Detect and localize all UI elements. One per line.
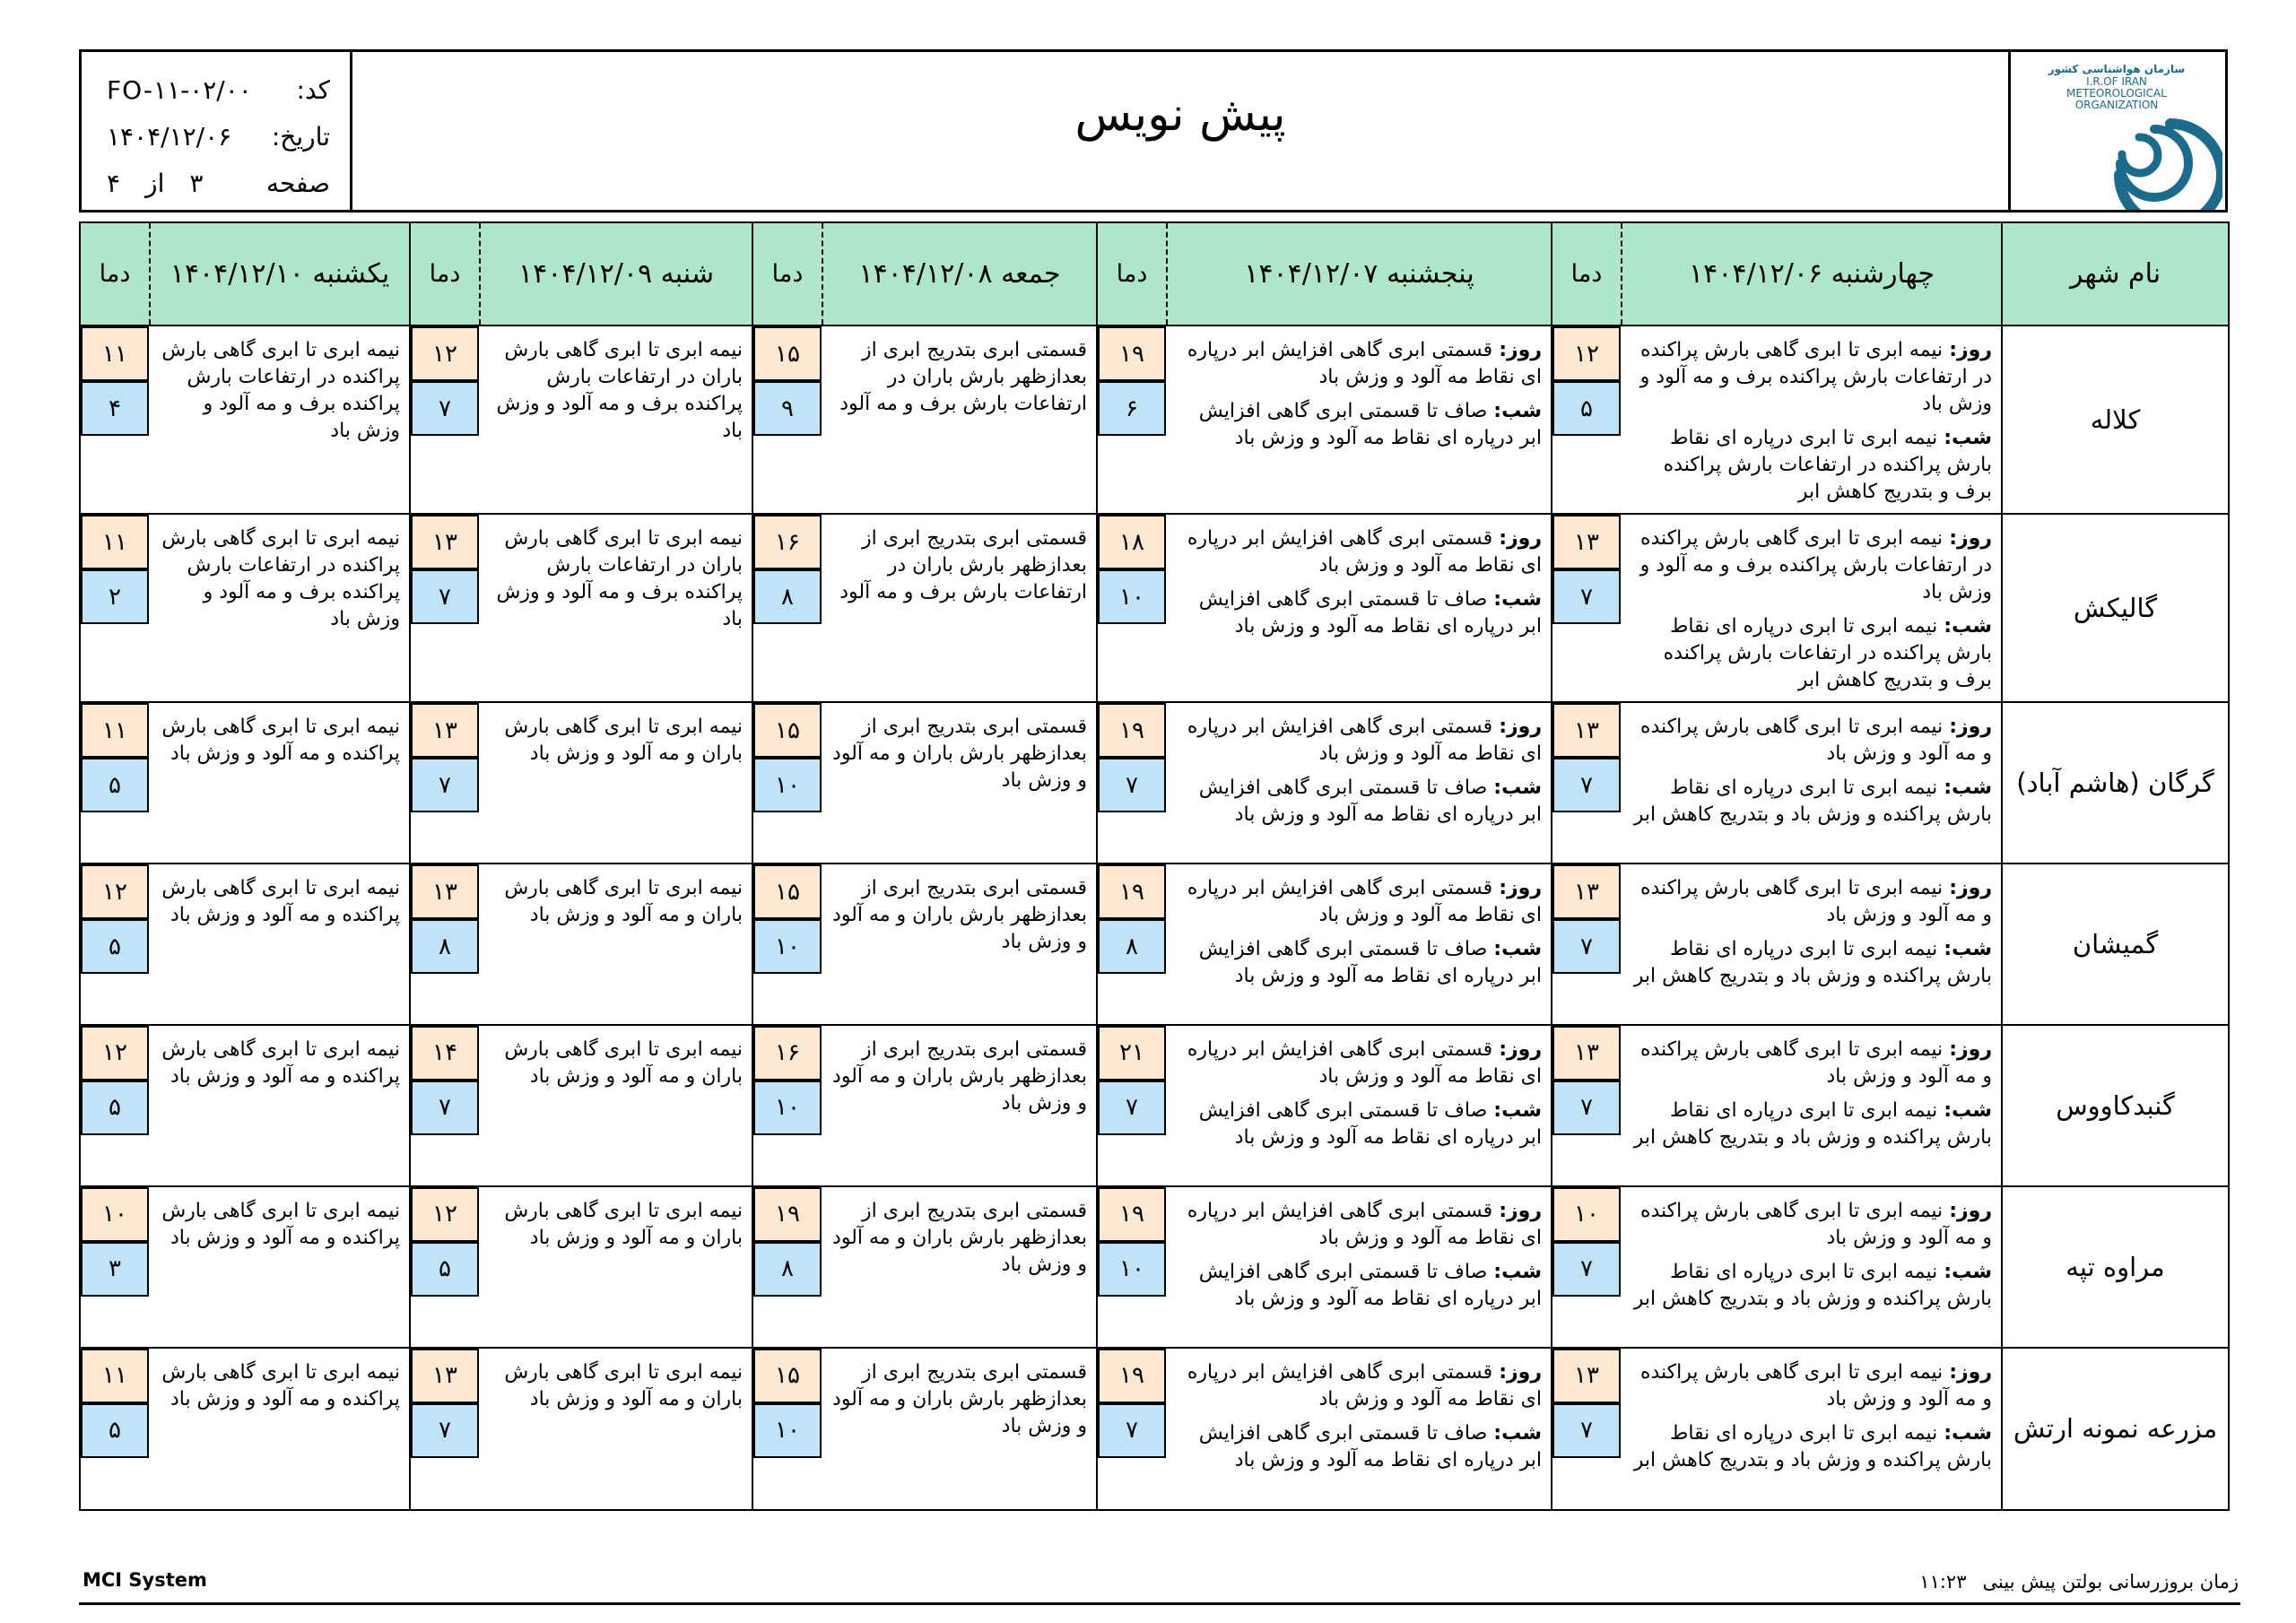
forecast-cell <box>822 702 1097 864</box>
forecast-cell <box>480 1348 752 1510</box>
min-temperature: ۷ <box>411 381 479 436</box>
temperature-cell <box>410 1025 480 1186</box>
min-temperature: ۵ <box>1552 381 1621 436</box>
min-temperature: ۱۰ <box>1098 1242 1166 1297</box>
page-title: پیش نویس <box>1074 88 1286 142</box>
temperature-cell <box>410 325 480 514</box>
max-temperature: ۱۲ <box>81 1026 149 1081</box>
night-forecast <box>1174 1420 1542 1474</box>
night-forecast <box>1629 425 1992 506</box>
night-forecast-label: شب: <box>1493 1098 1542 1122</box>
day-forecast <box>1174 1198 1542 1252</box>
city-name: گرگان (هاشم آباد) <box>2002 702 2229 864</box>
date-row <box>107 113 330 160</box>
max-temperature: ۱۱ <box>81 1349 149 1403</box>
temp-column-header: دما <box>752 222 822 325</box>
forecast-cell <box>1622 1348 2002 1510</box>
temperature-cell <box>80 325 150 514</box>
temperature-cell <box>752 864 822 1024</box>
max-temperature: ۱۶ <box>753 1026 822 1081</box>
day-forecast-text: نیمه ابری تا ابری گاهی بارش پراکنده و مه آلود و وزش باد <box>1639 716 1992 766</box>
day-forecast <box>1174 875 1542 929</box>
day-forecast-text: قسمتی ابری گاهی افزایش ابر درپاره ای نقاط مه آلود و وزش باد <box>1187 339 1542 388</box>
forecast-cell <box>1167 514 1552 702</box>
day-forecast <box>1629 1037 1992 1090</box>
day-column-header: جمعه ۱۴۰۴/۱۲/۰۸ <box>822 222 1097 325</box>
night-forecast-label: شب: <box>1944 938 1992 961</box>
temperature-cell <box>752 702 822 864</box>
max-temperature: ۱۱ <box>81 703 149 758</box>
temperature-cell <box>1097 864 1167 1024</box>
min-temperature: ۵ <box>81 1081 149 1135</box>
temperature-cell <box>752 1025 822 1186</box>
max-temperature: ۱۹ <box>753 1187 822 1242</box>
forecast-text: نیمه ابری تا ابری گاهی بارش پراکنده و مه آلود و وزش باد <box>161 1199 400 1249</box>
min-temperature: ۵ <box>81 1403 149 1458</box>
city-name: مراوه تپه <box>2002 1186 2229 1348</box>
night-forecast-label: شب: <box>1493 777 1542 800</box>
night-forecast <box>1629 1420 1992 1474</box>
forecast-text: نیمه ابری تا ابری گاهی بارش باران در ارتفاعات بارش پراکنده برف و مه آلود و وزش باد <box>496 527 743 631</box>
forecast-cell <box>150 1348 410 1510</box>
min-temperature: ۷ <box>1552 919 1621 974</box>
page-total: ۴ <box>107 168 121 198</box>
night-forecast-text: صاف تا قسمتی ابری گاهی افزایش ابر درپاره ای نقاط مه آلود و وزش باد <box>1198 588 1542 638</box>
min-temperature: ۷ <box>411 569 479 624</box>
day-forecast-text: قسمتی ابری گاهی افزایش ابر درپاره ای نقاط مه آلود و وزش باد <box>1187 716 1542 766</box>
logo-text-en3: ORGANIZATION <box>2074 99 2159 111</box>
temperature-cell <box>1097 702 1167 864</box>
forecast-cell <box>1167 864 1552 1024</box>
table-row <box>80 864 2229 1024</box>
temperature-cell <box>1552 1348 1622 1510</box>
min-temperature: ۷ <box>1098 1081 1166 1135</box>
forecast-cell <box>150 864 410 1024</box>
min-temperature: ۸ <box>411 919 479 974</box>
table-row <box>80 702 2229 864</box>
forecast-text: نیمه ابری تا ابری گاهی بارش باران و مه آلود و وزش باد <box>504 1199 743 1249</box>
night-forecast <box>1629 613 1992 694</box>
max-temperature: ۱۲ <box>411 1187 479 1242</box>
forecast-cell <box>1622 1025 2002 1186</box>
temperature-cell <box>1097 1348 1167 1510</box>
forecast-cell <box>1167 1348 1552 1510</box>
night-forecast <box>1174 586 1542 640</box>
forecast-text: قسمتی ابری بتدریج ابری از بعدازظهر بارش باران در ارتفاعات بارش برف و مه آلود <box>839 527 1087 604</box>
night-forecast-label: شب: <box>1944 1260 1992 1283</box>
min-temperature: ۷ <box>1552 1081 1621 1135</box>
max-temperature: ۱۳ <box>1552 515 1621 569</box>
temperature-cell <box>410 514 480 702</box>
max-temperature: ۱۳ <box>1552 703 1621 758</box>
min-temperature: ۸ <box>753 1242 822 1297</box>
forecast-cell <box>150 325 410 514</box>
night-forecast-label: شب: <box>1493 400 1542 422</box>
day-forecast <box>1174 1037 1542 1090</box>
day-forecast-text: نیمه ابری تا ابری گاهی بارش پراکنده و مه آلود و وزش باد <box>1639 1037 1992 1088</box>
temperature-cell <box>80 702 150 864</box>
page-row <box>107 160 330 206</box>
night-forecast-label: شب: <box>1944 427 1992 449</box>
night-forecast-label: شب: <box>1944 1421 1992 1445</box>
forecast-text: نیمه ابری تا ابری گاهی بارش پراکنده در ارتفاعات بارش پراکنده برف و مه آلود و وزش باد <box>161 527 400 631</box>
night-forecast <box>1174 1098 1542 1151</box>
max-temperature: ۱۵ <box>753 1349 822 1403</box>
night-forecast <box>1629 775 1992 829</box>
night-forecast-text: صاف تا قسمتی ابری گاهی افزایش ابر درپاره ای نقاط مه آلود و وزش باد <box>1198 938 1542 988</box>
day-column-header: یکشنبه ۱۴۰۴/۱۲/۱۰ <box>150 222 410 325</box>
forecast-text: نیمه ابری تا ابری گاهی بارش پراکنده و مه آلود و وزش باد <box>161 716 400 766</box>
forecast-cell <box>150 702 410 864</box>
night-forecast-text: صاف تا قسمتی ابری گاهی افزایش ابر درپاره ای نقاط مه آلود و وزش باد <box>1198 1421 1542 1471</box>
forecast-table <box>79 221 2230 1511</box>
temperature-cell <box>410 1348 480 1510</box>
forecast-cell <box>1167 1186 1552 1348</box>
day-forecast-text: قسمتی ابری گاهی افزایش ابر درپاره ای نقاط مه آلود و وزش باد <box>1187 877 1542 927</box>
night-forecast-label: شب: <box>1493 1421 1542 1445</box>
code-row <box>107 66 330 113</box>
temp-column-header: دما <box>410 222 480 325</box>
day-forecast-label: روز: <box>1949 1199 1992 1222</box>
forecast-cell <box>480 325 752 514</box>
day-forecast-label: روز: <box>1949 1037 1992 1061</box>
day-forecast-text: نیمه ابری تا ابری گاهی بارش پراکنده در ارتفاعات بارش پراکنده برف و مه آلود و وزش باد <box>1639 339 1992 415</box>
temperature-cell <box>1552 702 1622 864</box>
night-forecast <box>1174 1259 1542 1313</box>
forecast-cell <box>150 514 410 702</box>
max-temperature: ۱۰ <box>1552 1187 1621 1242</box>
forecast-cell <box>480 702 752 864</box>
forecast-cell <box>480 864 752 1024</box>
night-forecast-text: نیمه ابری تا ابری درپاره ای نقاط بارش پراکنده و وزش باد و بتدریج کاهش ابر <box>1633 1421 1992 1471</box>
max-temperature: ۱۹ <box>1098 864 1166 919</box>
day-forecast-label: روز: <box>1499 339 1542 361</box>
min-temperature: ۳ <box>81 1242 149 1297</box>
max-temperature: ۱۳ <box>411 703 479 758</box>
night-forecast-text: نیمه ابری تا ابری درپاره ای نقاط بارش پراکنده و وزش باد و بتدریج کاهش ابر <box>1633 1260 1992 1310</box>
day-forecast <box>1629 525 1992 606</box>
night-forecast <box>1629 1098 1992 1151</box>
forecast-text: نیمه ابری تا ابری گاهی بارش پراکنده و مه آلود و وزش باد <box>161 1360 400 1410</box>
night-forecast <box>1174 775 1542 829</box>
min-temperature: ۷ <box>1098 758 1166 812</box>
city-name: گنبدکاووس <box>2002 1025 2229 1186</box>
min-temperature: ۷ <box>411 1081 479 1135</box>
update-label: زمان بروزرسانی بولتن پیش بینی <box>1982 1571 2239 1593</box>
max-temperature: ۱۶ <box>753 515 822 569</box>
temperature-cell <box>80 514 150 702</box>
max-temperature: ۱۰ <box>81 1187 149 1242</box>
night-forecast <box>1629 1259 1992 1313</box>
min-temperature: ۷ <box>411 1403 479 1458</box>
logo <box>2008 52 2225 210</box>
min-temperature: ۵ <box>81 758 149 812</box>
night-forecast-text: نیمه ابری تا ابری درپاره ای نقاط بارش پراکنده در ارتفاعات بارش پراکنده برف و بتدریج کاهش ابر <box>1663 615 1992 692</box>
forecast-text: نیمه ابری تا ابری گاهی بارش پراکنده و مه آلود و وزش باد <box>161 877 400 927</box>
temperature-cell <box>752 1348 822 1510</box>
forecast-cell <box>1167 1025 1552 1186</box>
forecast-cell <box>480 1025 752 1186</box>
max-temperature: ۱۸ <box>1098 515 1166 569</box>
temperature-cell <box>1552 1025 1622 1186</box>
forecast-cell <box>822 514 1097 702</box>
min-temperature: ۱۰ <box>753 758 822 812</box>
day-column-header: چهارشنبه ۱۴۰۴/۱۲/۰۶ <box>1622 222 2002 325</box>
table-row <box>80 514 2229 702</box>
max-temperature: ۱۱ <box>81 326 149 381</box>
night-forecast-label: شب: <box>1493 588 1542 612</box>
day-forecast-label: روز: <box>1499 1360 1542 1384</box>
day-forecast <box>1174 337 1542 391</box>
min-temperature: ۷ <box>1552 569 1621 624</box>
day-forecast <box>1629 1198 1992 1252</box>
temperature-cell <box>752 1186 822 1348</box>
forecast-text: قسمتی ابری بتدریج ابری از بعدازظهر بارش باران و مه آلود و وزش باد <box>832 877 1087 954</box>
night-forecast-text: صاف تا قسمتی ابری گاهی افزایش ابر درپاره ای نقاط مه آلود و وزش باد <box>1198 777 1542 827</box>
min-temperature: ۶ <box>1098 381 1166 436</box>
day-column-header: پنجشنبه ۱۴۰۴/۱۲/۰۷ <box>1167 222 1552 325</box>
temperature-cell <box>80 864 150 1024</box>
min-temperature: ۱۰ <box>1098 569 1166 624</box>
night-forecast-label: شب: <box>1944 777 1992 800</box>
max-temperature: ۱۵ <box>753 326 822 381</box>
night-forecast <box>1174 398 1542 452</box>
day-forecast-label: روز: <box>1499 1037 1542 1061</box>
day-forecast-label: روز: <box>1499 527 1542 551</box>
table-row <box>80 1186 2229 1348</box>
forecast-cell <box>1622 514 2002 702</box>
page-numbers <box>107 169 203 198</box>
forecast-cell <box>480 514 752 702</box>
max-temperature: ۱۲ <box>411 326 479 381</box>
forecast-cell <box>822 1025 1097 1186</box>
forecast-text: نیمه ابری تا ابری گاهی بارش باران در ارتفاعات بارش پراکنده برف و مه آلود و وزش باد <box>496 339 743 442</box>
forecast-cell <box>150 1186 410 1348</box>
max-temperature: ۱۳ <box>411 1349 479 1403</box>
day-forecast-text: قسمتی ابری گاهی افزایش ابر درپاره ای نقاط مه آلود و وزش باد <box>1187 1199 1542 1249</box>
forecast-cell <box>1622 1186 2002 1348</box>
forecast-cell <box>822 1186 1097 1348</box>
forecast-cell <box>150 1025 410 1186</box>
night-forecast <box>1629 936 1992 990</box>
night-forecast-label: شب: <box>1944 615 1992 638</box>
max-temperature: ۱۴ <box>411 1026 479 1081</box>
temperature-cell <box>80 1186 150 1348</box>
min-temperature: ۱۰ <box>753 1403 822 1458</box>
document-header <box>79 49 2228 213</box>
document-footer <box>79 1569 2240 1605</box>
temperature-cell <box>1552 514 1622 702</box>
min-temperature: ۷ <box>1552 1403 1621 1458</box>
night-forecast-text: نیمه ابری تا ابری درپاره ای نقاط بارش پراکنده و وزش باد و بتدریج کاهش ابر <box>1633 938 1992 988</box>
day-forecast-label: روز: <box>1949 877 1992 900</box>
forecast-text: نیمه ابری تا ابری گاهی بارش باران و مه آلود و وزش باد <box>504 1360 743 1410</box>
temperature-cell <box>1552 1186 1622 1348</box>
forecast-text: نیمه ابری تا ابری گاهی بارش باران و مه آلود و وزش باد <box>504 1037 743 1088</box>
night-forecast-label: شب: <box>1944 1098 1992 1122</box>
forecast-text: نیمه ابری تا ابری گاهی بارش باران و مه آلود و وزش باد <box>504 877 743 927</box>
temperature-cell <box>80 1348 150 1510</box>
day-column-header: شنبه ۱۴۰۴/۱۲/۰۹ <box>480 222 752 325</box>
logo-text-en2: METEOROLOGICAL <box>2066 87 2167 100</box>
day-forecast-text: نیمه ابری تا ابری گاهی بارش پراکنده و مه آلود و وزش باد <box>1639 1360 1992 1410</box>
night-forecast-text: نیمه ابری تا ابری درپاره ای نقاط بارش پراکنده و وزش باد و بتدریج کاهش ابر <box>1633 777 1992 827</box>
min-temperature: ۱۰ <box>753 919 822 974</box>
night-forecast-label: شب: <box>1493 1260 1542 1283</box>
temperature-cell <box>410 702 480 864</box>
max-temperature: ۱۹ <box>1098 1187 1166 1242</box>
temperature-cell <box>1552 325 1622 514</box>
day-forecast <box>1629 1359 1992 1413</box>
system-name: MCI System <box>83 1569 207 1591</box>
day-forecast-text: نیمه ابری تا ابری گاهی بارش پراکنده در ارتفاعات بارش پراکنده برف و مه آلود و وزش باد <box>1639 527 1992 604</box>
table-header-row <box>80 222 2229 325</box>
forecast-cell <box>822 325 1097 514</box>
min-temperature: ۷ <box>411 758 479 812</box>
temperature-cell <box>80 1025 150 1186</box>
forecast-text: قسمتی ابری بتدریج ابری از بعدازظهر بارش باران در ارتفاعات بارش برف و مه آلود <box>839 339 1087 415</box>
table-row <box>80 325 2229 514</box>
min-temperature: ۵ <box>81 919 149 974</box>
max-temperature: ۱۱ <box>81 515 149 569</box>
day-forecast-label: روز: <box>1499 1199 1542 1222</box>
max-temperature: ۱۲ <box>81 864 149 919</box>
min-temperature: ۸ <box>1098 919 1166 974</box>
temp-column-header: دما <box>1552 222 1622 325</box>
city-column-header: نام شهر <box>2002 222 2229 325</box>
max-temperature: ۱۳ <box>1552 1026 1621 1081</box>
min-temperature: ۷ <box>1552 758 1621 812</box>
day-forecast-text: قسمتی ابری گاهی افزایش ابر درپاره ای نقاط مه آلود و وزش باد <box>1187 1037 1542 1088</box>
night-forecast-text: نیمه ابری تا ابری درپاره ای نقاط بارش پراکنده و وزش باد و بتدریج کاهش ابر <box>1633 1098 1992 1149</box>
temperature-cell <box>1097 1025 1167 1186</box>
max-temperature: ۱۳ <box>1552 864 1621 919</box>
night-forecast <box>1174 936 1542 990</box>
forecast-text: قسمتی ابری بتدریج ابری از بعدازظهر بارش باران و مه آلود و وزش باد <box>832 1360 1087 1437</box>
day-forecast-text: نیمه ابری تا ابری گاهی بارش پراکنده و مه آلود و وزش باد <box>1639 1199 1992 1249</box>
min-temperature: ۸ <box>753 569 822 624</box>
forecast-cell <box>1167 325 1552 514</box>
forecast-cell <box>1622 864 2002 1024</box>
forecast-text: قسمتی ابری بتدریج ابری از بعدازظهر بارش باران و مه آلود و وزش باد <box>832 1037 1087 1115</box>
city-name: گمیشان <box>2002 864 2229 1024</box>
forecast-cell <box>1622 325 2002 514</box>
min-temperature: ۷ <box>1098 1403 1166 1458</box>
temperature-cell <box>410 864 480 1024</box>
forecast-text: نیمه ابری تا ابری گاهی بارش پراکنده و مه آلود و وزش باد <box>161 1037 400 1088</box>
night-forecast-label: شب: <box>1493 938 1542 961</box>
table-row <box>80 1348 2229 1510</box>
forecast-cell <box>480 1186 752 1348</box>
max-temperature: ۱۳ <box>1552 1349 1621 1403</box>
temp-column-header: دما <box>1097 222 1167 325</box>
forecast-text: نیمه ابری تا ابری گاهی بارش باران و مه آلود و وزش باد <box>504 716 743 766</box>
max-temperature: ۱۵ <box>753 703 822 758</box>
forecast-cell <box>822 1348 1097 1510</box>
document-meta <box>82 52 352 210</box>
forecast-text: قسمتی ابری بتدریج ابری از بعدازظهر بارش باران و مه آلود و وزش باد <box>832 716 1087 793</box>
temperature-cell <box>1097 325 1167 514</box>
meteorological-organization-logo-icon <box>2011 52 2222 210</box>
night-forecast-text: صاف تا قسمتی ابری گاهی افزایش ابر درپاره ای نقاط مه آلود و وزش باد <box>1198 400 1542 449</box>
date-value: ۱۴۰۴/۱۲/۰۶ <box>107 121 232 152</box>
min-temperature: ۲ <box>81 569 149 624</box>
day-forecast-text: قسمتی ابری گاهی افزایش ابر درپاره ای نقاط مه آلود و وزش باد <box>1187 1360 1542 1410</box>
min-temperature: ۷ <box>1552 1242 1621 1297</box>
min-temperature: ۵ <box>411 1242 479 1297</box>
temperature-cell <box>1552 864 1622 1024</box>
night-forecast-text: صاف تا قسمتی ابری گاهی افزایش ابر درپاره ای نقاط مه آلود و وزش باد <box>1198 1098 1542 1149</box>
night-forecast-text: نیمه ابری تا ابری درپاره ای نقاط بارش پراکنده در ارتفاعات بارش پراکنده برف و بتدریج کاهش ابر <box>1663 427 1992 503</box>
day-forecast-label: روز: <box>1499 877 1542 900</box>
max-temperature: ۱۹ <box>1098 1349 1166 1403</box>
day-forecast <box>1629 337 1992 418</box>
day-forecast-label: روز: <box>1949 339 1992 361</box>
forecast-cell <box>1622 702 2002 864</box>
min-temperature: ۴ <box>81 381 149 436</box>
page-of: از <box>145 168 165 198</box>
day-forecast-label: روز: <box>1949 1360 1992 1384</box>
day-forecast <box>1174 525 1542 579</box>
forecast-cell <box>1167 702 1552 864</box>
temperature-cell <box>1097 1186 1167 1348</box>
city-name: کلاله <box>2002 325 2229 514</box>
day-forecast-text: نیمه ابری تا ابری گاهی بارش پراکنده و مه آلود و وزش باد <box>1639 877 1992 927</box>
update-time-row <box>1919 1571 2239 1593</box>
max-temperature: ۱۹ <box>1098 703 1166 758</box>
day-forecast-text: قسمتی ابری گاهی افزایش ابر درپاره ای نقاط مه آلود و وزش باد <box>1187 527 1542 577</box>
max-temperature: ۱۹ <box>1098 326 1166 381</box>
max-temperature: ۱۳ <box>411 864 479 919</box>
temperature-cell <box>752 325 822 514</box>
day-forecast <box>1629 875 1992 929</box>
day-forecast <box>1174 1359 1542 1413</box>
logo-text-en1: I.R.OF IRAN <box>2086 75 2147 88</box>
forecast-cell <box>822 864 1097 1024</box>
max-temperature: ۲۱ <box>1098 1026 1166 1081</box>
city-name: گالیکش <box>2002 514 2229 702</box>
day-forecast-label: روز: <box>1949 527 1992 551</box>
night-forecast-text: صاف تا قسمتی ابری گاهی افزایش ابر درپاره ای نقاط مه آلود و وزش باد <box>1198 1260 1542 1310</box>
date-label: تاریخ: <box>271 121 330 152</box>
temp-column-header: دما <box>80 222 150 325</box>
day-forecast <box>1174 714 1542 768</box>
temperature-cell <box>752 514 822 702</box>
page-label: صفحه <box>265 168 330 198</box>
max-temperature: ۱۲ <box>1552 326 1621 381</box>
day-forecast-label: روز: <box>1499 716 1542 739</box>
day-forecast <box>1629 714 1992 768</box>
forecast-text: نیمه ابری تا ابری گاهی بارش پراکنده در ارتفاعات بارش پراکنده برف و مه آلود و وزش باد <box>161 339 400 442</box>
logo-text-fa: سازمان هواشناسی کشور <box>2048 63 2186 75</box>
day-forecast-label: روز: <box>1949 716 1992 739</box>
code-label: کد: <box>296 74 330 105</box>
temperature-cell <box>1097 514 1167 702</box>
table-row <box>80 1025 2229 1186</box>
update-time: ۱۱:۲۳ <box>1919 1571 1967 1593</box>
max-temperature: ۱۵ <box>753 864 822 919</box>
page-current: ۳ <box>189 168 204 198</box>
code-value: FO-۱۱-۰۲/۰۰ <box>107 74 252 105</box>
max-temperature: ۱۳ <box>411 515 479 569</box>
city-name: مزرعه نمونه ارتش <box>2002 1348 2229 1510</box>
min-temperature: ۹ <box>753 381 822 436</box>
min-temperature: ۱۰ <box>753 1081 822 1135</box>
temperature-cell <box>410 1186 480 1348</box>
forecast-text: قسمتی ابری بتدریج ابری از بعدازظهر بارش باران و مه آلود و وزش باد <box>832 1199 1087 1276</box>
